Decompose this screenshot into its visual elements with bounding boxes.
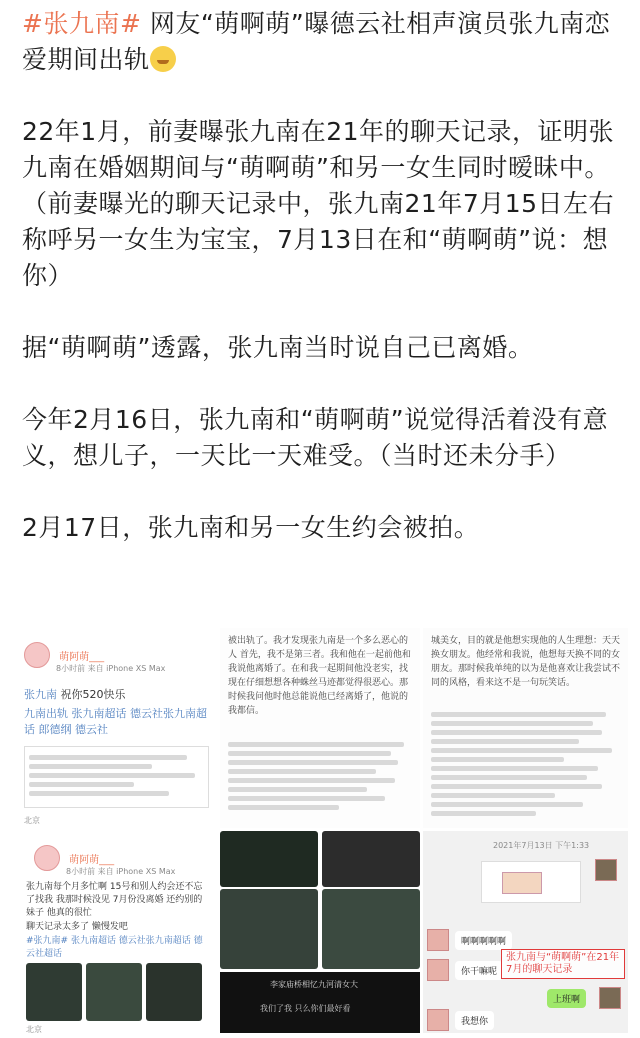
weibo-tags: 九南出轨 张九南超话 德云社张九南超话 郎德纲 德云社	[24, 707, 207, 736]
chat-message: 我想你	[455, 1011, 494, 1030]
weibo-username: 萌阿萌___	[59, 651, 105, 663]
chat-avatar-self	[595, 859, 617, 881]
photo-thumb-4	[322, 889, 420, 969]
chat-message-self: 上班啊	[547, 989, 586, 1008]
post-text	[22, 6, 622, 546]
weibo-text-2: 聊天记录太多了 懒慢发吧	[26, 922, 128, 932]
post-paragraph-4: 2月17日，张九南和另一女生约会被拍。	[22, 513, 480, 542]
attached-photo-3	[146, 963, 202, 1021]
post-paragraph-3: 今年2月16日，张九南和“萌啊萌”说觉得活着没有意义，想儿子，一天比一天难受。（当时还未分手）	[22, 405, 609, 470]
chat-avatar-other	[427, 959, 449, 981]
chat-image-thumb	[502, 872, 542, 894]
hashtag-link[interactable]: #张九南#	[22, 9, 142, 38]
post-paragraph-2: 据“萌啊萌”透露，张九南当时说自己已离婚。	[22, 333, 534, 362]
avatar	[24, 642, 50, 668]
attached-screenshot	[24, 746, 209, 808]
image-weibo-screenshot-1[interactable]	[12, 628, 217, 828]
location-label: 北京	[26, 1025, 42, 1033]
chat-message: 啊啊啊啊啊	[455, 931, 512, 950]
weibo-text-body: 祝你520快乐	[60, 688, 126, 701]
post-title-text: 网友“萌啊萌”曝德云社相声演员张九南恋爱期间出轨	[22, 9, 611, 74]
chat-image-message	[481, 861, 581, 903]
mention-link: 张九南	[24, 688, 57, 701]
chat-date: 2021年7月13日 下午1:33	[493, 841, 590, 850]
image-grid	[12, 628, 628, 1033]
note-text-lines	[431, 708, 621, 820]
image-photo-collage[interactable]	[220, 831, 420, 1033]
image-weibo-screenshot-2[interactable]	[12, 831, 217, 1033]
dark-video-frame	[220, 972, 420, 1033]
weibo-text: 张九南每个月多忙啊 15号和别人约会还不忘了找我 我那时候没见 7月份没离婚 还约别的妹子 他真的很忙	[26, 882, 203, 918]
weibo-text	[24, 688, 126, 701]
attached-photo-1	[26, 963, 82, 1021]
weibo-tags: #张九南# 张九南超话 德云社张九南超话 德云社超话	[26, 936, 203, 959]
weibo-username: 萌阿萌___	[69, 854, 115, 866]
note-text: 城美女，目的就是他想实现他的人生理想：天天换女朋友。他经常和我说，他想每天换不同的女朋友。那时候我单纯的以为是他喜欢让我尝试不同的风格，看来这不是一句玩笑话。	[431, 636, 621, 688]
image-note-screenshot-2[interactable]	[423, 628, 628, 828]
video-caption: 李家庙桥相忆九河清女大	[270, 980, 358, 989]
weibo-meta: 8小时前 来自 iPhone XS Max	[56, 664, 166, 673]
post-paragraph-1: 22年1月，前妻曝张九南在21年的聊天记录，证明张九南在婚姻期间与“萌啊萌”和另一女生同时暧昧中。（前妻曝光的聊天记录中，张九南21年7月15日左右称呼另一女生为宝宝，7月13日在和“萌啊萌”说：想你）	[22, 117, 615, 290]
chat-avatar-other	[427, 1009, 449, 1031]
image-note-screenshot[interactable]	[220, 628, 420, 828]
chat-avatar-other	[427, 929, 449, 951]
post-title	[22, 6, 622, 78]
photo-thumb-1	[220, 831, 318, 887]
video-caption-2: 我们了我 只么你们最好看	[260, 1004, 351, 1013]
weibo-meta: 8小时前 来自 iPhone XS Max	[66, 867, 176, 876]
photo-thumb-3	[220, 889, 318, 969]
note-text-lines	[228, 738, 413, 814]
image-chat-screenshot[interactable]	[423, 831, 628, 1033]
annotation-stamp: 张九南与“萌啊萌”在21年7月的聊天记录	[501, 949, 625, 979]
avatar	[34, 845, 60, 871]
chat-message: 你干嘛呢	[455, 961, 503, 980]
location-label: 北京	[24, 816, 40, 825]
note-text: 被出轨了。我才发现张九南是一个多么恶心的人 首先，我不是第三者。我和他在一起前他和我说他离婚了。在和我一起期间他没老实，找现在仔细想想各种蛛丝马迹都觉得很恶心。那时候我问他时他总能说他已经离婚了，他说的我都信。	[228, 636, 411, 716]
chat-avatar-self	[599, 987, 621, 1009]
photo-thumb-2	[322, 831, 420, 887]
attached-photo-2	[86, 963, 142, 1021]
melting-face-icon	[150, 46, 176, 72]
